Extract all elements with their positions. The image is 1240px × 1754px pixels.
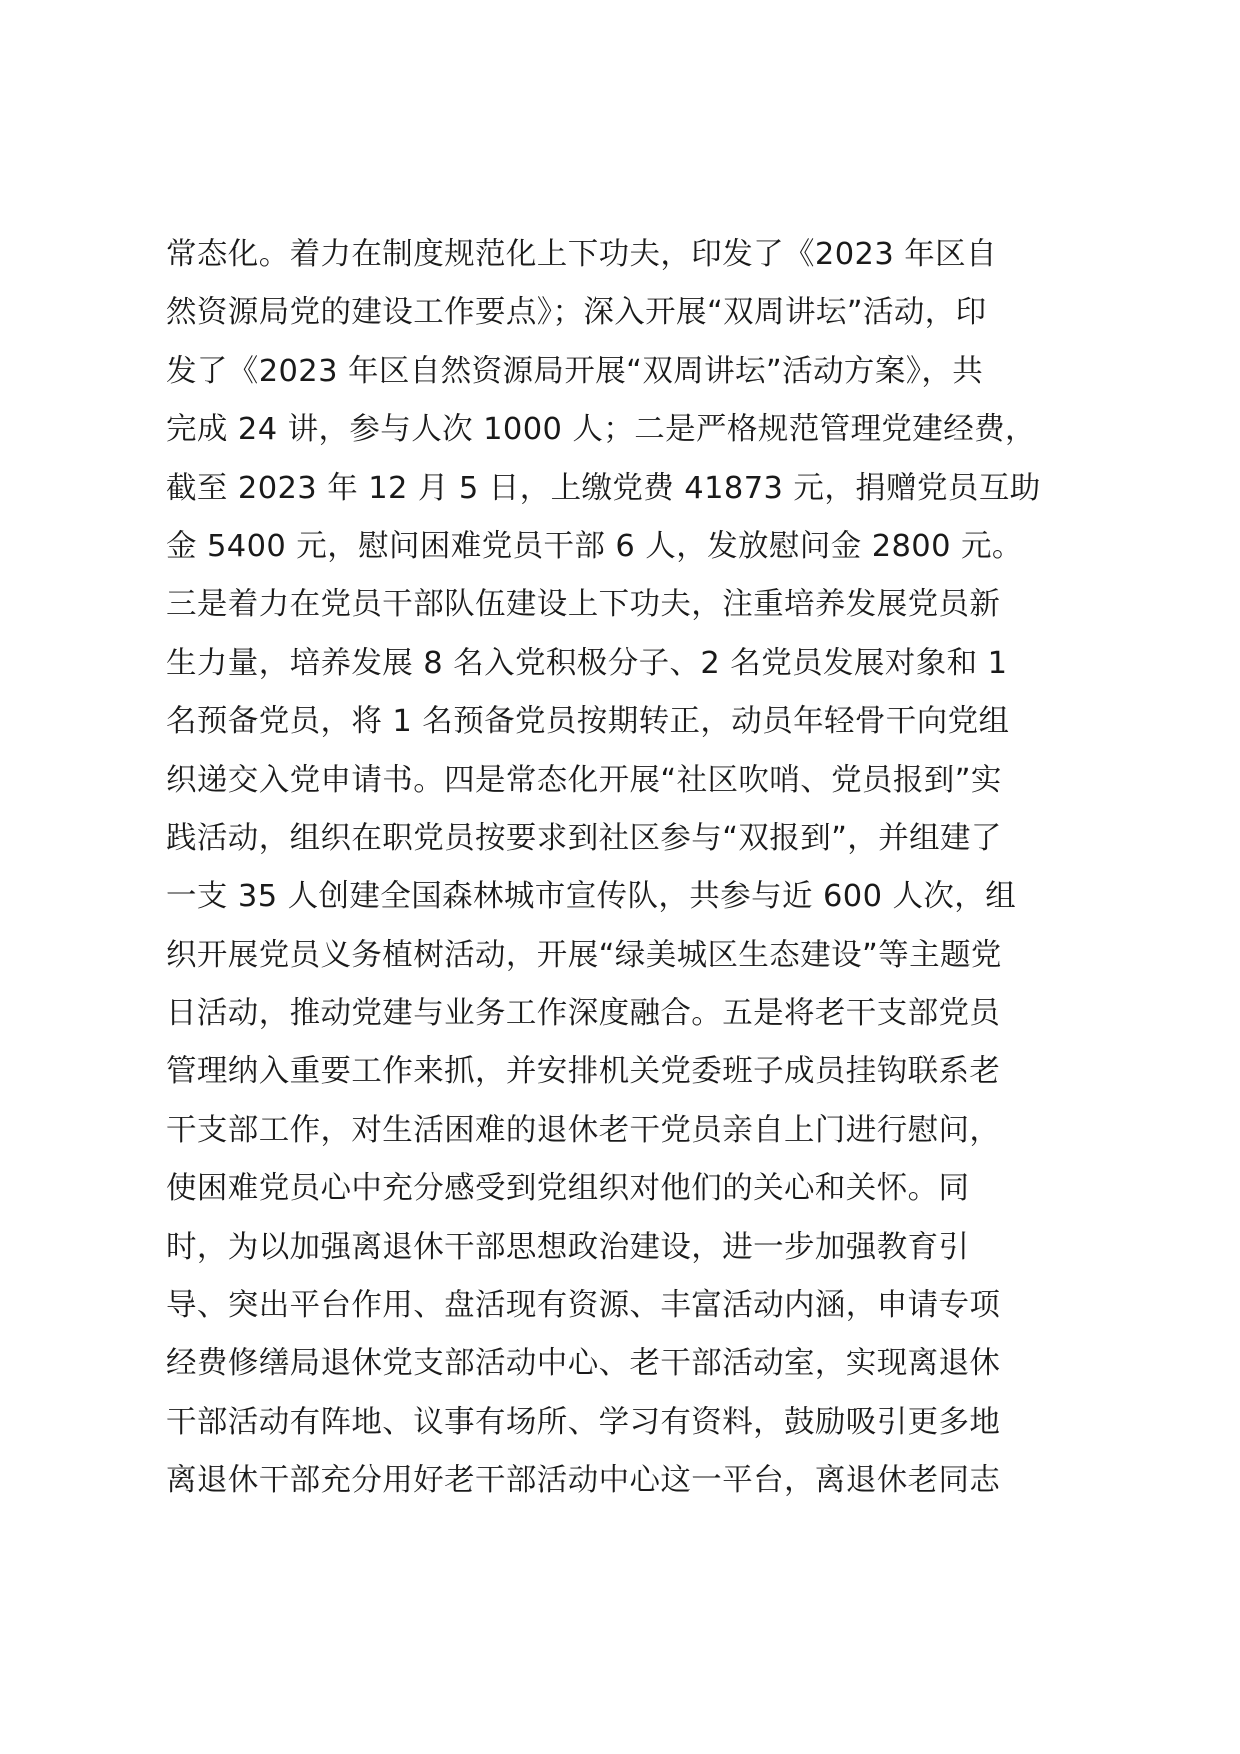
text-line: 三是着力在党员干部队伍建设上下功夫，注重培养发展党员新 (166, 587, 1001, 623)
text-line: 一支 35 人创建全国森林城市宣传队，共参与近 600 人次，组 (166, 879, 1017, 915)
text-line: 离退休干部充分用好老干部活动中心这一平台，离退休老同志 (166, 1463, 1001, 1499)
text-line: 发了《2023 年区自然资源局开展“双周讲坛”活动方案》，共 (166, 353, 984, 389)
text-line: 金 5400 元，慰问困难党员干部 6 人，发放慰问金 2800 元。 (166, 528, 1023, 564)
text-line: 践活动，组织在职党员按要求到社区参与“双报到”，并组建了 (166, 820, 1002, 856)
text-line: 干支部工作，对生活困难的退休老干党员亲自上门进行慰问， (166, 1112, 1001, 1148)
text-line: 日活动，推动党建与业务工作深度融合。五是将老干支部党员 (166, 996, 1001, 1032)
text-line: 常态化。着力在制度规范化上下功夫，印发了《2023 年区自 (166, 237, 997, 272)
text-line: 导、突出平台作用、盘活现有资源、丰富活动内涵，申请专项 (166, 1288, 1001, 1324)
text-line: 然资源局党的建设工作要点》；深入开展“双周讲坛”活动，印 (166, 295, 987, 331)
text-line: 织开展党员义务植树活动，开展“绿美城区生态建设”等主题党 (166, 937, 1002, 973)
text-line: 截至 2023 年 12 月 5 日，上缴党费 41873 元，捐赠党员互助 (166, 470, 1041, 506)
text-line: 时，为以加强离退休干部思想政治建设，进一步加强教育引 (166, 1229, 970, 1265)
text-line: 名预备党员，将 1 名预备党员按期转正，动员年轻骨干向党组 (166, 704, 1010, 740)
text-line: 完成 24 讲，参与人次 1000 人；二是严格规范管理党建经费， (166, 412, 1036, 448)
text-line: 织递交入党申请书。四是常态化开展“社区吹哨、党员报到”实 (166, 762, 1002, 798)
text-line: 管理纳入重要工作来抓，并安排机关党委班子成员挂钩联系老 (166, 1054, 1001, 1090)
text-line: 经费修缮局退休党支部活动中心、老干部活动室，实现离退休 (166, 1346, 1001, 1382)
text-line: 使困难党员心中充分感受到党组织对他们的关心和关怀。同 (166, 1171, 970, 1207)
body-paragraph (166, 226, 1076, 1511)
text-line: 生力量，培养发展 8 名入党积极分子、2 名党员发展对象和 1 (166, 645, 1008, 681)
text-line: 干部活动有阵地、议事有场所、学习有资料，鼓励吸引更多地 (166, 1404, 1001, 1440)
